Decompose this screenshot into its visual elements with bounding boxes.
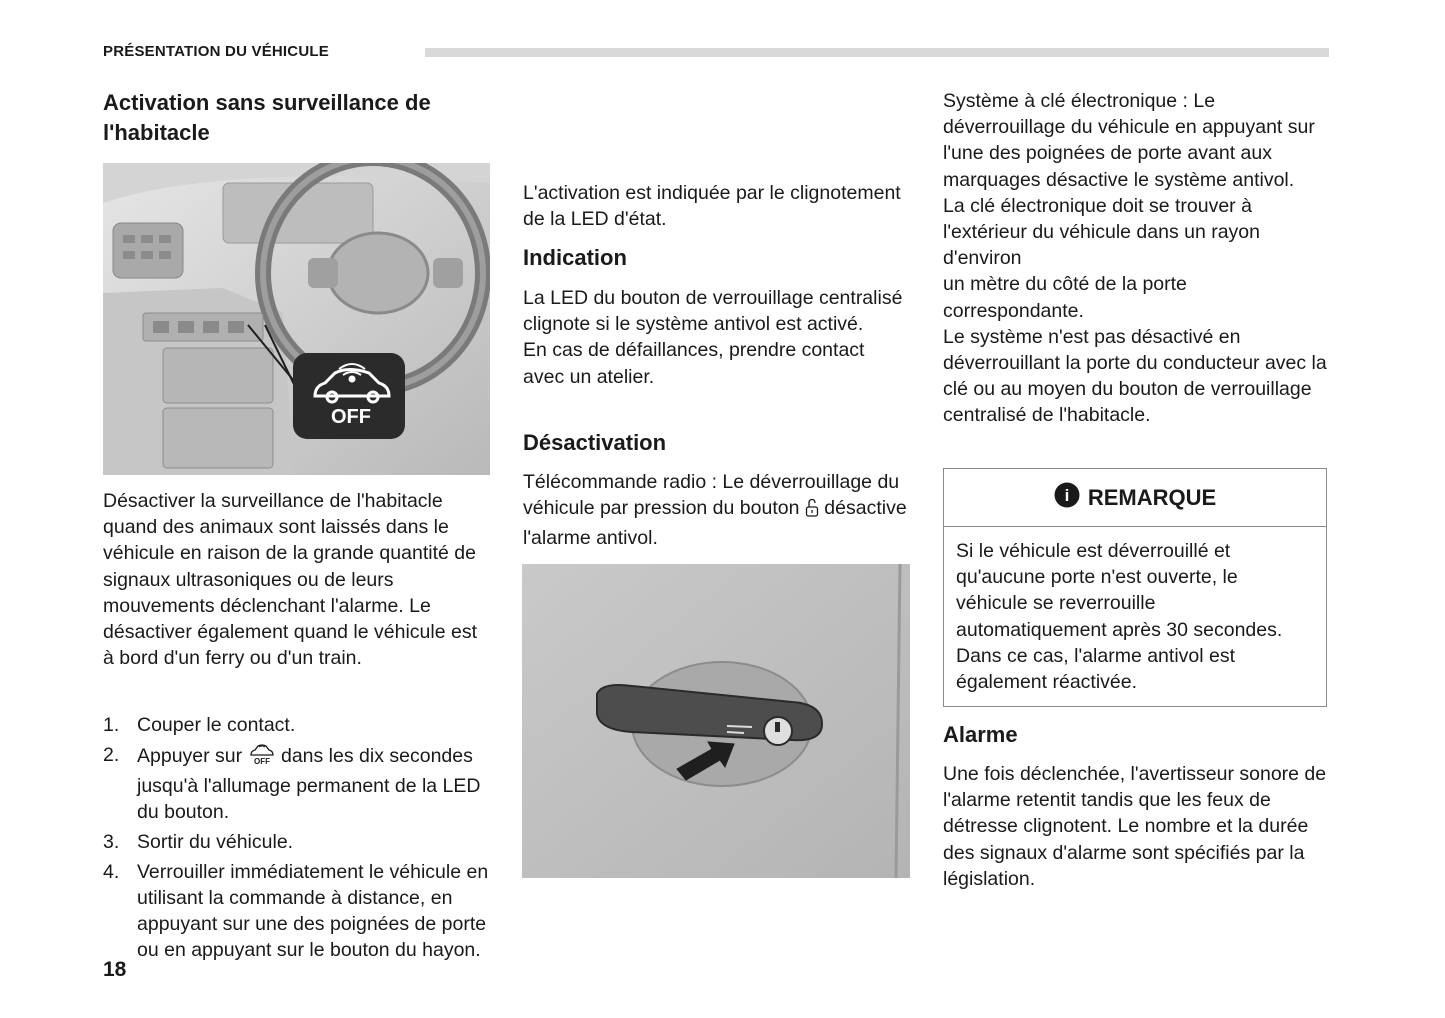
note-text: Si le véhicule est déverrouillé et qu'aucune porte n'est ouverte, le véhicule se reverrouille automatiquement après 30 secondes. Dans ce cas, l'alarme antivol est également réactivée.	[956, 540, 1283, 694]
paragraph-alarme: Une fois déclenchée, l'avertisseur sonore de l'alarme retentit tandis que les feux de détresse clignotent. Le nombre et la durée des signaux d'alarme sont spécifiés par la législation.	[943, 763, 1327, 890]
heading-activation-sans-surveillance: Activation sans surveillance de l'habitacle	[103, 90, 431, 145]
paragraph-deactivate-surveillance: Désactiver la surveillance de l'habitacle quand des animaux sont laissés dans le véhicule en raison de la grande quantité de signaux ultrasoniques ou de leurs mouvements déclenchant l'alarme. Le désactiver également quand le véhicule est à bord d'un ferry ou d'un train.	[103, 490, 477, 670]
list-item: 1. Couper le contact.	[103, 714, 296, 736]
paragraph-desactivation: Télécommande radio : Le déverrouillage du véhicule par pression du bouton désactive l'alarme antivol.	[523, 471, 907, 550]
list-item: 4. Verrouiller immédiatement le véhicule en utilisant la commande à distance, en appuyant sur une des poignées de porte ou en appuyant sur le bouton du hayon.	[103, 860, 489, 962]
svg-text:OFF: OFF	[253, 756, 270, 766]
note-title: REMARQUE	[1087, 484, 1217, 510]
heading-alarme: Alarme	[943, 722, 1018, 747]
note-header	[944, 469, 1326, 527]
procedure-steps	[103, 712, 503, 967]
header-rule	[425, 48, 1329, 57]
paragraph-indication: La LED du bouton de verrouillage centralisé clignote si le système antivol est activé. En cas de défaillances, prendre contact avec un atelier.	[523, 287, 903, 388]
list-item: 2. Appuyer sur OFF dans les dix secondes jusqu'à l'allumage permanent de la LED du bouton.	[103, 743, 481, 824]
heading-desactivation: Désactivation	[523, 430, 667, 455]
paragraph-activation-indicated: L'activation est indiquée par le clignotement de la LED d'état.	[523, 182, 901, 231]
list-item: 3. Sortir du véhicule.	[103, 830, 294, 853]
unlock-icon	[805, 498, 819, 525]
section-header: PRÉSENTATION DU VÉHICULE	[103, 43, 329, 60]
svg-text:i: i	[1064, 486, 1070, 505]
info-icon	[1054, 482, 1080, 513]
off-badge-label: OFF	[331, 406, 371, 428]
heading-indication: Indication	[523, 245, 627, 270]
note-box	[943, 468, 1327, 707]
paragraph-keyless-system: Système à clé électronique : Le déverrouillage du véhicule en appuyant sur l'une des poignées de porte avant aux marquages désactive le système antivol. La clé électronique doit se trouver à l'extérieur du véhicule dans un rayon d'environ un mètre du côté de la porte correspondante. Le système n'est pas désactivé en déverrouillant la porte du conducteur avec la clé ou au moyen du bouton de verrouillage centralisé de l'habitacle.	[943, 90, 1327, 427]
car-alarm-off-icon	[248, 742, 276, 773]
page-number: 18	[103, 958, 127, 981]
dashboard-illustration	[103, 163, 490, 475]
door-handle-illustration	[522, 564, 910, 878]
